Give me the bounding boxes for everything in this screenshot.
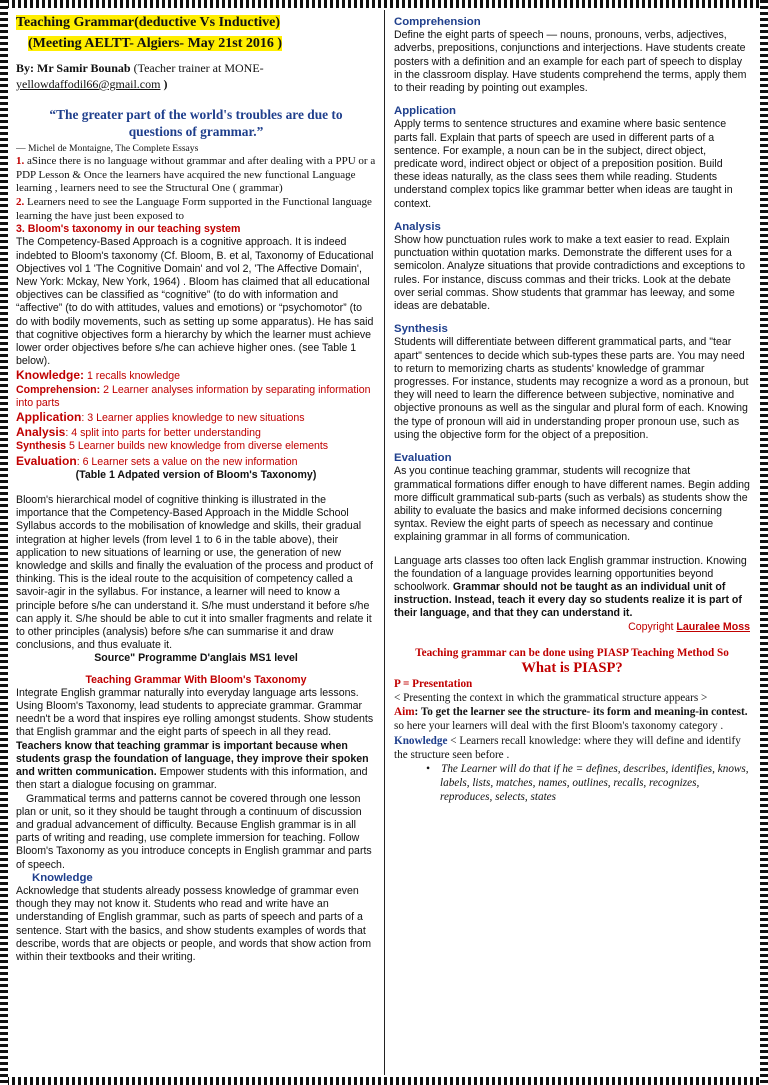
- hierarchical-paragraph: Bloom's hierarchical model of cognitive thinking is illustrated in the importance that the Competency-Based Approach in the Middle School Syllabus accords to the mobilisation of knowledge and skills, their gradual integration at higher levels (from level 1 to 6 in the table above), their application to new situations of learning or use, the generation of new knowledge and skills and finally the evaluation of the process and product of thinking. This is the ideal route to the acquisition of competency called a savoir-agir in the syllabus. For instance, a learner will need to know a principle before s/he can understand it. S/he must understand it before s/he can apply it. S/he should be able to cut it into smaller fragments and relate it to other principles (analysis) before s/he can summarise it and draw conclusions, and thus evaluate it.: [16, 494, 373, 652]
- level-evaluation: Evaluation: 6 Learner sets a value on the new information: [16, 453, 298, 468]
- evaluation-paragraph: As you continue teaching grammar, students will recognize that grammatical formations differ enough to have different names. Begin adding more difficult grammatical sub-parts (such as verbals) as students show the ability to evaluate the basics and make informed decisions concerning syntax. Review the eight parts of speech as necessary and continue explaining grammar in all forms of communication.: [394, 465, 750, 544]
- left-column: [16, 14, 376, 1074]
- numbered-item-1: 1. aSince there is no language without grammar and after dealing with a PPU or a PDP Lesson & Once the learners have acquired the new functional Language learning , learners need to see the Structural One ( grammar): [16, 155, 376, 195]
- piasp-section: [394, 677, 750, 805]
- analysis-heading: Analysis: [394, 220, 441, 233]
- level-synthesis: Synthesis 5 Learner builds new knowledge from diverse elements: [16, 440, 329, 453]
- author-name: Mr Samir Bounab: [37, 61, 131, 75]
- author-close: ): [163, 77, 168, 91]
- bloom-paragraph: The Competency-Based Approach is a cognitive approach. It is indeed indebted to Bloom's taxonomy (Cf. Bloom, B. et al, Taxonomy of Educational Objectives vol 1 'The Cognitive Domain' and vol 2, 'The Affective Domain', New York: Mckay, New York, 1964) . Bloom has claimed that all educational objectives can be classified as “cognitive” (to do with information and “affective” (to do with attitudes, values and emotions) or “psychomotor” (to do with bodily movements, such as setting up some apparatus). He has said that cognitive objectives form a hierarchy by which the learner must achieve lower order objectives before s/he can achieve higher ones. (see Table 1 below).: [16, 236, 374, 368]
- level-application: Application: 3 Learner applies knowledge to new situations: [16, 410, 305, 425]
- source-line: Source" Programme D'anglais MS1 level: [94, 652, 298, 665]
- evaluation-heading: Evaluation: [394, 452, 452, 465]
- decorative-border-right: [760, 0, 768, 1085]
- author-line: [16, 60, 376, 92]
- piasp-presentation-text: < Presenting the context in which the grammatical structure appears >: [394, 691, 708, 704]
- teaching-with-bloom-paragraph-2: Grammatical terms and patterns cannot be covered through one lesson plan or unit, so it they should be taught through a continuum of discussion and gradual advancement of difficulty. Because English grammar is in all parts of writing and reading, use complete immersion for teaching. Follow Bloom's Taxonomy as you introduce concepts in English grammar and parts of speech.: [16, 792, 372, 871]
- document-subtitle: (Meeting AELTT- Algiers- May 21st 2016 ): [28, 36, 283, 51]
- piasp-bloom-line: so here your learners will deal with the first Bloom's taxonomy category .: [394, 720, 724, 733]
- piasp-question: What is PIASP?: [521, 659, 623, 676]
- column-divider: [384, 10, 385, 1075]
- synthesis-heading: Synthesis: [394, 323, 448, 336]
- document-title: Teaching Grammar(deductive Vs Inductive): [16, 15, 281, 30]
- piasp-presentation-label: P = Presentation: [394, 677, 473, 690]
- table-caption: (Table 1 Adpated version of Bloom's Taxonomy): [75, 468, 317, 481]
- teaching-with-bloom-heading: Teaching Grammar With Bloom's Taxonomy: [85, 673, 307, 686]
- application-heading: Application: [394, 105, 457, 118]
- piasp-bullet: • The Learner will do that if he = defines, describes, identifies, knows, labels, lists, matches, names, outlines, recalls, recognizes, reproduces, selects, states: [426, 762, 749, 804]
- comprehension-heading: Comprehension: [394, 16, 481, 28]
- quote-author: — Michel de Montaigne, The Complete Essays: [16, 143, 199, 154]
- numbered-item-2: 2. Learners need to see the Language Form supported in the Functional language learning the have just been exposed to: [16, 195, 372, 222]
- numbered-item-3: 3. Bloom's taxonomy in our teaching system: [16, 223, 241, 236]
- level-comprehension: Comprehension: 2 Learner analyses information by separating information into parts: [16, 383, 371, 409]
- decorative-border-top: [0, 0, 768, 8]
- copyright-author-link[interactable]: Lauralee Moss: [676, 620, 750, 633]
- author-label: By:: [16, 61, 34, 75]
- bloom-levels: [16, 368, 376, 468]
- application-paragraph: Apply terms to sentence structures and examine where basic sentence parts fall. Explain that parts of speech are used in different parts of a sentence. For example, a noun can be in the subject, direct object, predicate word, indirect object or object of a preposition position. Build these ideas naturally, as the class sees them while reading. Students understand complex topics like grammar better when ideas are taught in context.: [394, 118, 733, 210]
- comprehension-paragraph: Define the eight parts of speech — nouns, pronouns, verbs, adjectives, adverbs, prepositions, conjunctions and interjections. Have students create posters with a definition and an example for each part of speech to display in the classroom display. Have students comprehend the terms, apply them to their reading by pointing out examples.: [394, 29, 747, 95]
- decorative-border-bottom: [0, 1077, 768, 1085]
- knowledge-paragraph: Acknowledge that students already possess knowledge of grammar even though they may not know it. Students who read and write have an understanding of English grammar, such as parts of speech and parts of a sentence. Start with the basics, and show students examples of words that describe, words that are objects or people, and words that show action from within their textbooks and their writing.: [16, 884, 372, 963]
- knowledge-heading: Knowledge: [32, 871, 93, 884]
- author-role: (Teacher trainer at MONE-: [133, 61, 264, 75]
- decorative-border-left: [0, 0, 8, 1085]
- piasp-heading: Teaching grammar can be done using PIASP Teaching Method So: [415, 646, 729, 659]
- level-knowledge: Knowledge: 1 recalls knowledge: [16, 368, 180, 383]
- teaching-with-bloom-paragraph: Integrate English grammar naturally into everyday language arts lessons. Using Bloom's Taxonomy, lead students to appreciate grammar. Grammar needn't be a word that inspires eye rolling amongst students. Show students that English grammar and the eight parts of speech in all they read. Teachers know that teaching grammar is important because when students grasp the foundation of language, they improve their spoken and written communication. Empower students with this information, and then start a dialogue focusing on grammar.: [16, 686, 374, 792]
- copyright-line: Copyright Lauralee Moss: [628, 620, 750, 633]
- language-arts-paragraph: Language arts classes too often lack English grammar instruction. Knowing the foundation of a language provides learning opportunities beyond schoolwork. Grammar should not be taught as an individual unit of instruction. Instead, teach it every day so students realize it is part of their language, and that they can understand it.: [394, 554, 747, 620]
- analysis-paragraph: Show how punctuation rules work to make a text easier to read. Explain punctuation within quotation marks. Demonstrate the different uses for a semicolon. Analyze situations that provide contradictions and exceptions to rules. For instance, discuss commas and their tricks. Look at the debate over serial commas. Show students that grammar has leeway, and some ideas are debatable.: [394, 234, 745, 313]
- piasp-aim: Aim: To get the learner see the structure- its form and meaning-in contest.: [394, 706, 748, 719]
- synthesis-paragraph: Students will differentiate between different grammatical parts, and "tear apart" sentences to decide which sub-types these parts are. You may need to return to memorizing charts as students' knowledge of grammar progresses. For instance, students may recognize a word as a pronoun, but they will need to learn the difference between subjective, nominative and objective pronouns as well as the singular and plural form of each. Knowing the type of pronoun will aid in understanding proper pronoun use, such as using the objective form for the object of a preposition.: [394, 336, 749, 441]
- author-email-link[interactable]: yellowdaffodil66@gmail.com: [16, 77, 161, 91]
- quote: “The greater part of the world's troubles are due to questions of grammar.”: [49, 107, 343, 139]
- piasp-knowledge: Knowledge < Learners recall knowledge: where they will define and identify the structure seen before .: [394, 734, 741, 761]
- right-column: [394, 14, 750, 1074]
- level-analysis: Analysis: 4 split into parts for better understanding: [16, 425, 261, 440]
